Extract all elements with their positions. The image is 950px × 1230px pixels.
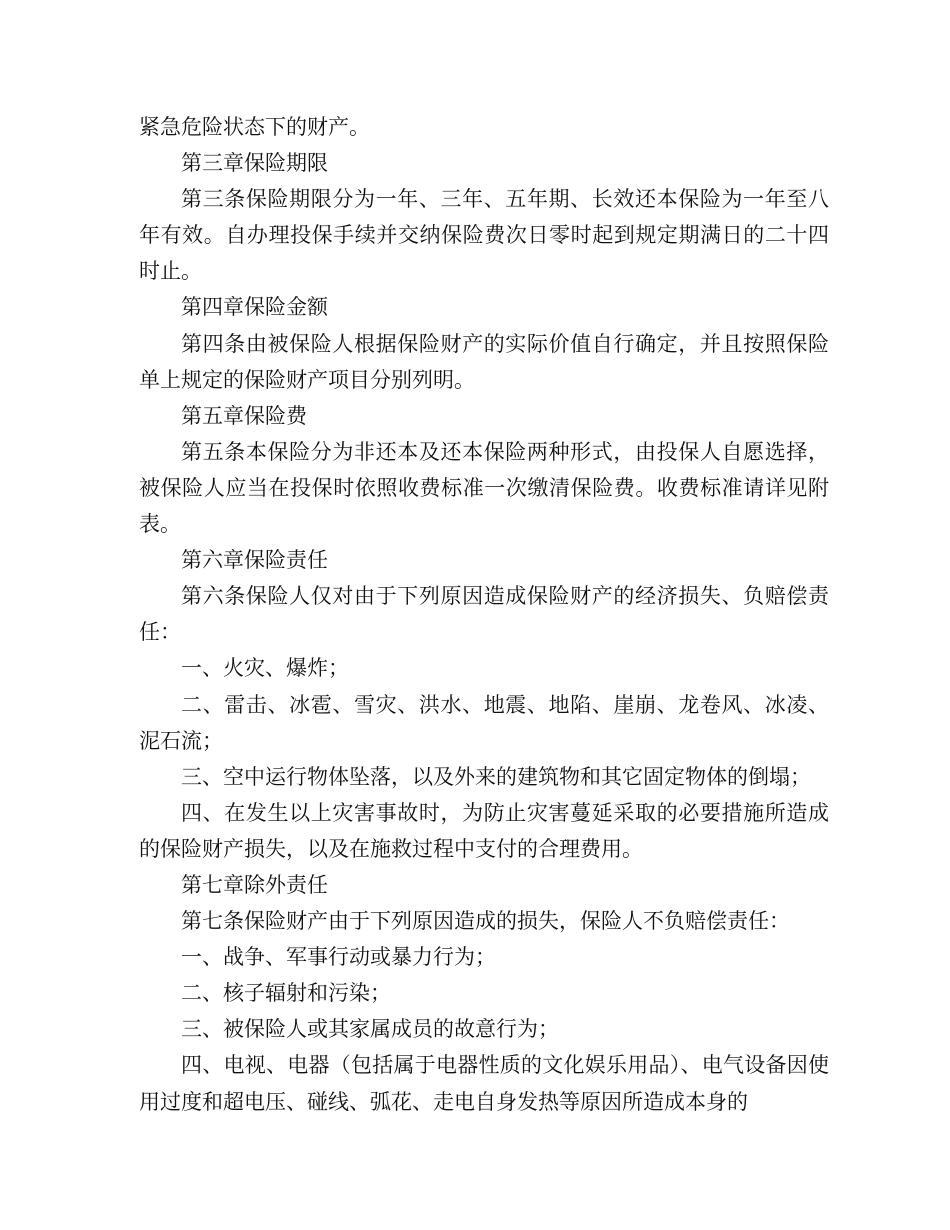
paragraph: 紧急危险状态下的财产。 (139, 115, 370, 139)
list-item: 一、战争、军事行动或暴力行为； (181, 945, 496, 970)
list-item: 三、被保险人或其家属成员的故意行为； (181, 1017, 559, 1042)
list-item: 一、火灾、爆炸； (181, 656, 349, 681)
document-body (139, 109, 829, 1120)
list-item: 二、核子辐射和污染； (181, 981, 391, 1006)
chapter-heading: 第七章除外责任 (181, 872, 328, 897)
paragraph: 第四条由被保险人根据保险财产的实际价值自行确定，并且按照保险单上规定的保险财产项目分别列明。 (139, 331, 829, 392)
list-item: 四、在发生以上灾害事故时，为防止灾害蔓延采取的必要措施所造成的保险财产损失，以及在施救过程中支付的合理费用。 (139, 800, 829, 861)
chapter-heading: 第四章保险金额 (181, 295, 328, 320)
paragraph: 第七条保险财产由于下列原因造成的损失，保险人不负赔偿责任： (181, 909, 790, 934)
chapter-heading: 第六章保险责任 (181, 548, 328, 573)
list-item: 三、空中运行物体坠落，以及外来的建筑物和其它固定物体的倒塌； (181, 764, 811, 789)
chapter-heading: 第三章保险期限 (181, 151, 328, 176)
paragraph: 第五条本保险分为非还本及还本保险两种形式，由投保人自愿选择，被保险人应当在投保时依照收费标准一次缴清保险费。收费标准请详见附表。 (139, 439, 829, 537)
paragraph: 第三条保险期限分为一年、三年、五年期、长效还本保险为一年至八年有效。自办理投保手续并交纳保险费次日零时起到规定期满日的二十四时止。 (139, 187, 829, 284)
paragraph: 第六条保险人仅对由于下列原因造成保险财产的经济损失、负赔偿责任： (139, 584, 829, 645)
list-item: 四、电视、电器（包括属于电器性质的文化娱乐用品）、电气设备因使用过度和超电压、碰线、弧花、走电自身发热等原因所造成本身的 (139, 1053, 829, 1114)
chapter-heading: 第五章保险费 (181, 403, 307, 428)
list-item: 二、雷击、冰雹、雪灾、洪水、地震、地陷、崖崩、龙卷风、冰凌、泥石流； (139, 692, 829, 753)
